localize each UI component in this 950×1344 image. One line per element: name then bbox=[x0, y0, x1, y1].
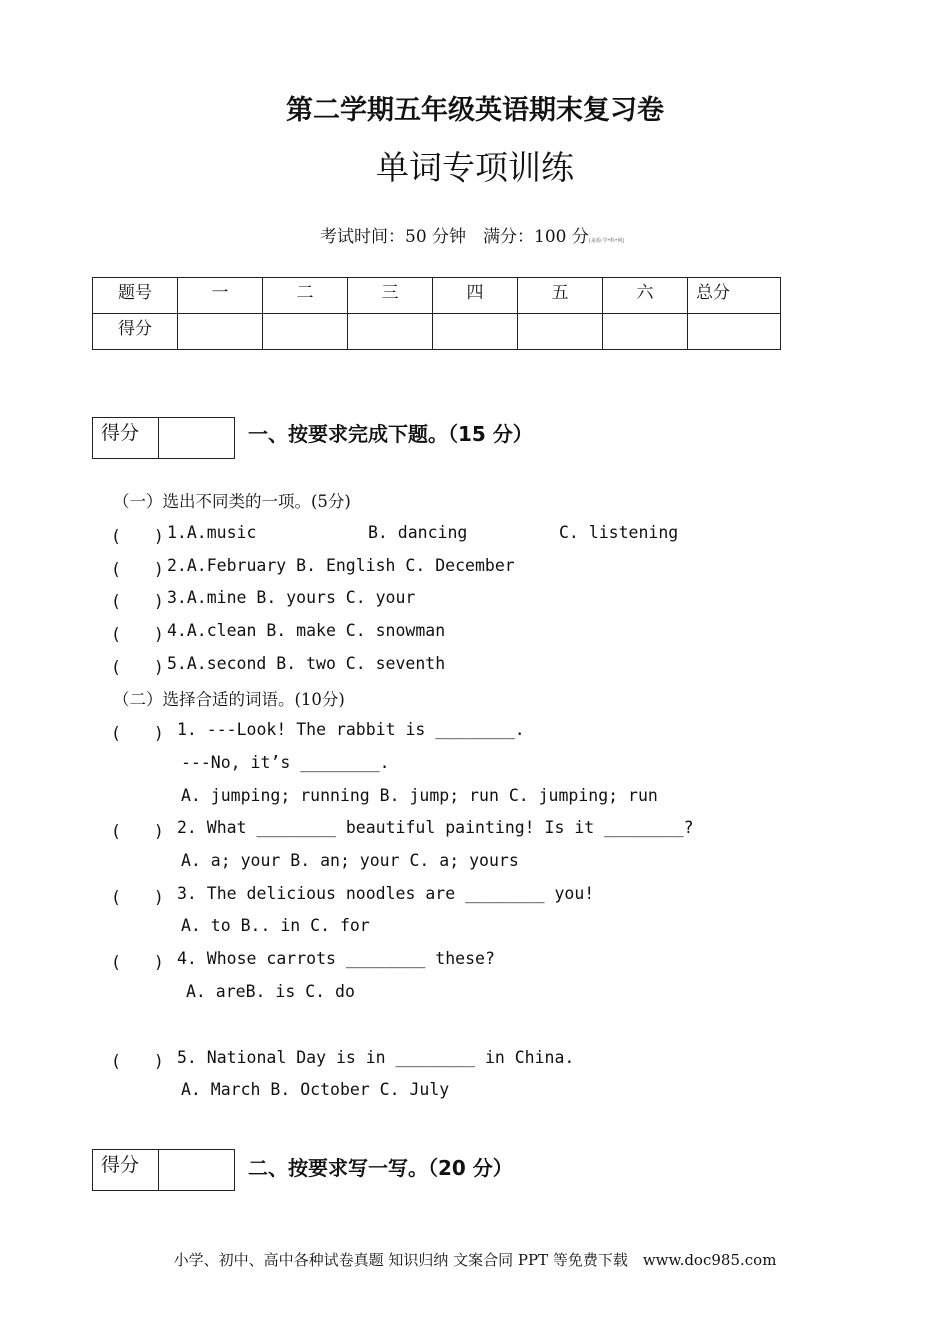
question-text: 2.A.February B. English C. December bbox=[167, 556, 515, 575]
score-table-cell: 五 bbox=[518, 278, 603, 314]
score-cell-empty bbox=[178, 314, 263, 350]
score-box-empty bbox=[159, 418, 235, 459]
question-paren: ( ) bbox=[111, 724, 164, 743]
section1-score-box bbox=[92, 417, 235, 459]
exam-info bbox=[320, 222, 624, 247]
question-options: A. areB. is C. do bbox=[186, 982, 355, 1001]
score-cell-empty bbox=[688, 314, 781, 350]
score-cell-empty bbox=[518, 314, 603, 350]
question-paren: ( ) bbox=[111, 888, 164, 907]
score-table-cell: 四 bbox=[433, 278, 518, 314]
question-paren: ( ) bbox=[111, 560, 164, 579]
score-box-label: 得分 bbox=[93, 1150, 159, 1191]
score-box-empty bbox=[159, 1150, 235, 1191]
question-paren: ( ) bbox=[111, 1052, 164, 1071]
question-options: A. to B.. in C. for bbox=[181, 916, 370, 935]
question-paren: ( ) bbox=[111, 592, 164, 611]
document-subtitle: 单词专项训练 bbox=[376, 148, 574, 187]
score-cell-empty bbox=[263, 314, 348, 350]
question-text: 3. The delicious noodles are ________ you! bbox=[177, 884, 595, 903]
score-table-header-row bbox=[93, 278, 781, 314]
question-paren: ( ) bbox=[111, 527, 164, 546]
question-text: ---No, it’s ________. bbox=[181, 753, 390, 772]
part2-title: （二）选择合适的词语。(10分) bbox=[113, 690, 345, 709]
part1-title: （一）选出不同类的一项。(5分) bbox=[113, 492, 351, 511]
question-text: 2. What ________ beautiful painting! Is it ________? bbox=[177, 818, 694, 837]
score-table-cell: 三 bbox=[348, 278, 433, 314]
question-options: A. jumping; running B. jump; run C. jumping; run bbox=[181, 786, 658, 805]
question-text: 4.A.clean B. make C. snowman bbox=[167, 621, 446, 640]
exam-info-source-tag: [来源:学*科*网] bbox=[588, 238, 625, 244]
score-cell-empty bbox=[433, 314, 518, 350]
question-text: 5.A.second B. two C. seventh bbox=[167, 654, 446, 673]
question-paren: ( ) bbox=[111, 658, 164, 677]
score-table-score-row bbox=[93, 314, 781, 350]
document-title: 第二学期五年级英语期末复习卷 bbox=[286, 95, 664, 126]
question-paren: ( ) bbox=[111, 625, 164, 644]
score-cell-empty bbox=[348, 314, 433, 350]
question-text: 3.A.mine B. yours C. your bbox=[167, 588, 416, 607]
score-table-cell: 得分 bbox=[93, 314, 178, 350]
section2-score-box bbox=[92, 1149, 235, 1191]
score-table-cell: 题号 bbox=[93, 278, 178, 314]
score-box-label: 得分 bbox=[93, 418, 159, 459]
section2-heading: 二、按要求写一写。（20 分） bbox=[248, 1156, 513, 1180]
question-option-c: C. listening bbox=[559, 523, 679, 542]
exam-info-text: 考试时间：50 分钟 满分：100 分 bbox=[320, 227, 589, 247]
score-table-cell: 六 bbox=[603, 278, 688, 314]
question-options: A. March B. October C. July bbox=[181, 1080, 450, 1099]
question-text: 5. National Day is in ________ in China. bbox=[177, 1048, 575, 1067]
footer-text: 小学、初中、高中各种试卷真题 知识归纳 文案合同 PPT 等免费下载 www.doc985.com bbox=[173, 1251, 777, 1269]
question-paren: ( ) bbox=[111, 822, 164, 841]
question-paren: ( ) bbox=[111, 953, 164, 972]
question-text: 1.A.music bbox=[167, 523, 257, 542]
question-text: 4. Whose carrots ________ these? bbox=[177, 949, 495, 968]
score-cell-empty bbox=[603, 314, 688, 350]
question-option-b: B. dancing bbox=[368, 523, 468, 542]
question-options: A. a; your B. an; your C. a; yours bbox=[181, 851, 519, 870]
score-table-cell: 一 bbox=[178, 278, 263, 314]
question-text: 1. ---Look! The rabbit is ________. bbox=[177, 720, 525, 739]
score-table-cell: 二 bbox=[263, 278, 348, 314]
score-table-cell: 总分 bbox=[688, 278, 781, 314]
score-table bbox=[92, 277, 781, 350]
section1-heading: 一、按要求完成下题。（15 分） bbox=[248, 422, 533, 446]
